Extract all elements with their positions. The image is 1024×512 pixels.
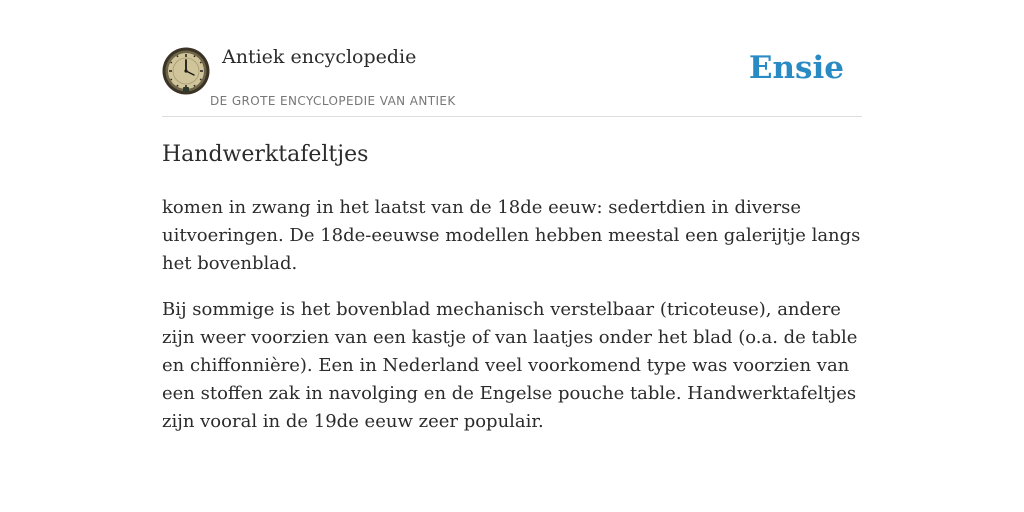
antique-clock-icon[interactable] [162,47,210,95]
ensie-brand-link[interactable]: Ensie [748,50,844,86]
article [162,140,862,454]
site-title[interactable]: Antiek encyclopedie [222,46,417,68]
article-paragraph: Bij sommige is het bovenblad mechanisch verstelbaar (tricoteuse), andere zijn weer voorzien van een kastje of van laatjes onder het blad (o.a. de table en chiffonnière). Een in Nederland veel voorkomend type was voorzien van een stoffen zak in navolging en de Engelse pouche table. Handwerktafeltjes zijn vooral in de 19de eeuw zeer populair. [162,299,858,432]
site-subtitle: DE GROTE ENCYCLOPEDIE VAN ANTIEK [210,94,456,108]
article-paragraph: komen in zwang in het laatst van de 18de eeuw: sedertdien in diverse uitvoeringen. De 18de-eeuwse modellen hebben meestal een galerijtje langs het bovenblad. [162,197,861,274]
article-title: Handwerktafeltjes [162,142,369,167]
site-header [162,0,862,117]
